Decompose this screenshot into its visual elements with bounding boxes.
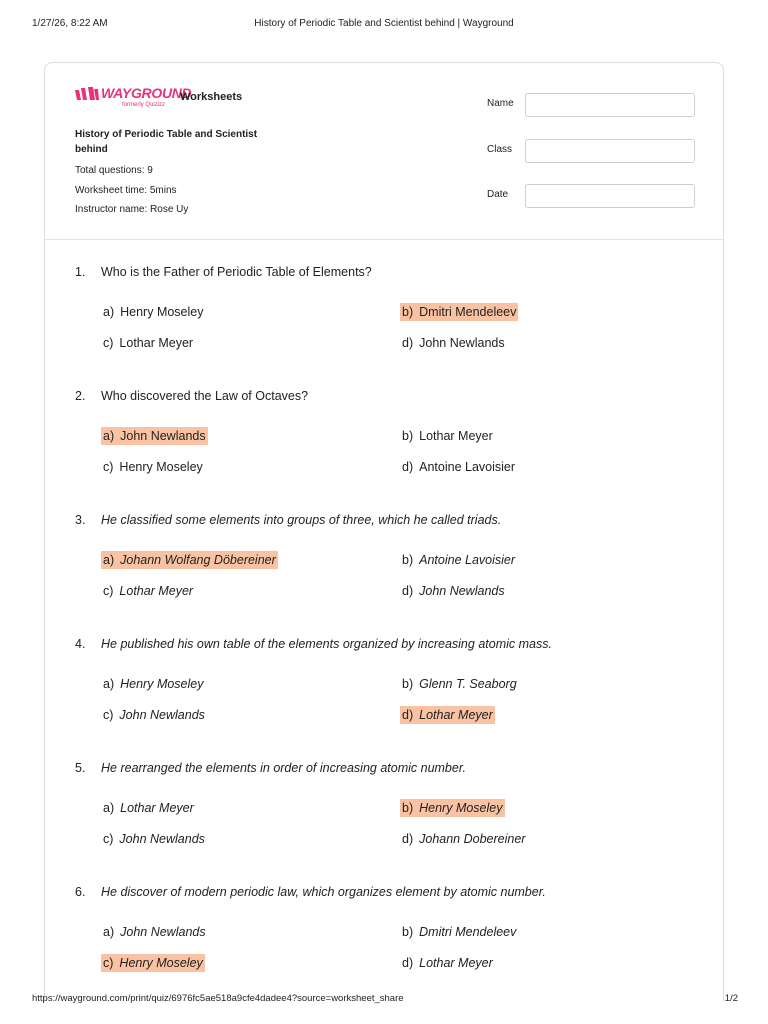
- option-letter: b): [402, 677, 414, 691]
- option-text: Lothar Meyer: [120, 801, 194, 815]
- question-number: 5.: [75, 761, 86, 775]
- total-questions: Total questions: 9: [75, 165, 153, 176]
- answer-option-content: [400, 954, 495, 972]
- option-text: Lothar Meyer: [419, 708, 493, 722]
- answer-option-correct: [400, 303, 518, 321]
- option-letter: d): [402, 460, 414, 474]
- answer-option-correct: [101, 551, 278, 569]
- answer-option-content: [400, 706, 495, 724]
- answer-option-content: [400, 458, 517, 476]
- answer-option: [101, 458, 205, 476]
- option-text: John Newlands: [119, 832, 205, 846]
- option-text: Lothar Meyer: [419, 429, 493, 443]
- question-number: 4.: [75, 637, 86, 651]
- option-text: Dmitri Mendeleev: [419, 305, 517, 319]
- option-text: Henry Moseley: [120, 305, 204, 319]
- option-letter: b): [402, 925, 414, 939]
- answer-option-content: [101, 830, 207, 848]
- worksheet-title-line2: behind: [75, 144, 108, 155]
- option-letter: c): [103, 460, 114, 474]
- option-letter: b): [402, 429, 414, 443]
- brand-subtitle: formerly Quizizz: [122, 102, 166, 108]
- answer-option: [101, 334, 195, 352]
- answer-option-content: [400, 582, 507, 600]
- wayground-logo-icon: [75, 87, 99, 101]
- answer-option-content: [400, 799, 505, 817]
- answer-option: [101, 799, 196, 817]
- answer-option: [400, 551, 517, 569]
- option-text: Henry Moseley: [119, 460, 203, 474]
- worksheet-meta: [75, 127, 295, 220]
- page-number: 1/2: [724, 993, 738, 1004]
- brand-name: WAYGROUND: [101, 85, 192, 101]
- option-letter: d): [402, 708, 414, 722]
- option-letter: a): [103, 801, 115, 815]
- answer-option: [400, 675, 519, 693]
- question-4: [45, 637, 724, 727]
- option-letter: c): [103, 336, 114, 350]
- option-text: Dmitri Mendeleev: [419, 925, 517, 939]
- answer-option: [101, 582, 195, 600]
- option-text: Henry Moseley: [119, 956, 203, 970]
- option-text: Henry Moseley: [419, 801, 503, 815]
- answer-option-correct: [101, 427, 208, 445]
- instructor-name: Instructor name: Rose Uy: [75, 204, 189, 215]
- question-text: He rearranged the elements in order of increasing atomic number.: [101, 761, 467, 775]
- name-label: Name: [487, 98, 514, 109]
- answer-option: [400, 954, 495, 972]
- print-footer: [0, 993, 768, 1009]
- section-label: Worksheets: [180, 91, 243, 103]
- date-field: [487, 184, 695, 208]
- option-letter: d): [402, 584, 414, 598]
- option-text: Lothar Meyer: [419, 956, 493, 970]
- name-field: [487, 93, 695, 117]
- answer-option-content: [101, 334, 195, 352]
- answer-option: [400, 830, 527, 848]
- question-2: [45, 389, 724, 479]
- answer-option-content: [101, 923, 208, 941]
- answer-option: [400, 334, 507, 352]
- answer-option: [400, 458, 517, 476]
- answer-option: [400, 923, 518, 941]
- question-3: [45, 513, 724, 603]
- answer-option-content: [101, 303, 206, 321]
- answer-option: [101, 923, 208, 941]
- answer-option-content: [400, 675, 519, 693]
- answer-option-content: [101, 954, 205, 972]
- option-text: Glenn T. Seaborg: [419, 677, 517, 691]
- worksheet-time: Worksheet time: 5mins: [75, 184, 177, 196]
- class-input[interactable]: [525, 139, 695, 163]
- option-text: John Newlands: [419, 336, 505, 350]
- print-header: [0, 18, 768, 34]
- answer-option-content: [400, 551, 517, 569]
- date-input[interactable]: [525, 184, 695, 208]
- option-letter: d): [402, 336, 414, 350]
- print-url: https://wayground.com/print/quiz/6976fc5ae518a9cfe4dadee4?source=worksheet_share: [32, 993, 404, 1004]
- option-letter: b): [402, 801, 414, 815]
- option-letter: c): [103, 708, 114, 722]
- option-letter: c): [103, 584, 114, 598]
- option-text: John Newlands: [419, 584, 505, 598]
- option-letter: a): [103, 553, 115, 567]
- answer-option-content: [101, 706, 207, 724]
- option-text: Antoine Lavoisier: [419, 460, 516, 474]
- option-text: Lothar Meyer: [119, 584, 194, 598]
- question-text: He classified some elements into groups of three, which he called triads.: [101, 513, 502, 527]
- question-number: 3.: [75, 513, 86, 527]
- answer-option: [101, 675, 206, 693]
- question-number: 2.: [75, 389, 86, 403]
- question-1: [45, 265, 724, 355]
- answer-option-correct: [101, 954, 205, 972]
- answer-option: [101, 303, 206, 321]
- print-doc-title: History of Periodic Table and Scientist behind | Wayground: [254, 18, 514, 29]
- answer-option-content: [400, 334, 507, 352]
- question-text: Who discovered the Law of Octaves?: [101, 389, 309, 403]
- option-letter: b): [402, 305, 414, 319]
- question-number: 1.: [75, 265, 86, 279]
- date-label: Date: [487, 189, 509, 200]
- question-number: 6.: [75, 885, 86, 899]
- answer-option-content: [101, 458, 205, 476]
- option-text: Lothar Meyer: [119, 336, 194, 350]
- worksheet-page: [44, 62, 724, 1002]
- answer-option-content: [101, 427, 208, 445]
- answer-option-content: [400, 830, 527, 848]
- option-letter: b): [402, 553, 414, 567]
- answer-option-content: [101, 799, 196, 817]
- answer-option-content: [101, 582, 195, 600]
- name-input[interactable]: [525, 93, 695, 117]
- class-label: Class: [487, 144, 513, 155]
- worksheet-header: [45, 63, 723, 240]
- answer-option-correct: [400, 799, 505, 817]
- option-text: John Newlands: [119, 708, 205, 722]
- option-letter: c): [103, 956, 114, 970]
- answer-option: [400, 582, 507, 600]
- question-5: [45, 761, 724, 851]
- option-text: Johann Dobereiner: [419, 832, 526, 846]
- option-text: John Newlands: [120, 925, 206, 939]
- answer-option-content: [101, 551, 278, 569]
- option-text: Antoine Lavoisier: [419, 553, 516, 567]
- option-letter: a): [103, 429, 115, 443]
- answer-option-content: [400, 427, 495, 445]
- answer-option: [101, 706, 207, 724]
- worksheet-title: [75, 127, 295, 157]
- question-text: He discover of modern periodic law, which organizes element by atomic number.: [101, 885, 546, 899]
- answer-option: [400, 427, 495, 445]
- option-letter: a): [103, 677, 115, 691]
- class-field: [487, 139, 695, 163]
- option-text: Johann Wolfang Döbereiner: [120, 553, 276, 567]
- question-text: He published his own table of the elements organized by increasing atomic mass.: [101, 637, 552, 651]
- answer-option: [101, 830, 207, 848]
- answer-option-content: [400, 923, 518, 941]
- question-6: [45, 885, 724, 975]
- print-datetime: 1/27/26, 8:22 AM: [32, 18, 108, 29]
- question-text: Who is the Father of Periodic Table of Elements?: [101, 265, 372, 279]
- answer-option-content: [101, 675, 206, 693]
- answer-option-content: [400, 303, 518, 321]
- worksheet-title-line1: History of Periodic Table and Scientist: [75, 129, 258, 140]
- option-letter: d): [402, 832, 414, 846]
- option-letter: d): [402, 956, 414, 970]
- option-letter: c): [103, 832, 114, 846]
- answer-option-correct: [400, 706, 495, 724]
- option-text: John Newlands: [120, 429, 206, 443]
- option-text: Henry Moseley: [120, 677, 204, 691]
- option-letter: a): [103, 925, 115, 939]
- option-letter: a): [103, 305, 115, 319]
